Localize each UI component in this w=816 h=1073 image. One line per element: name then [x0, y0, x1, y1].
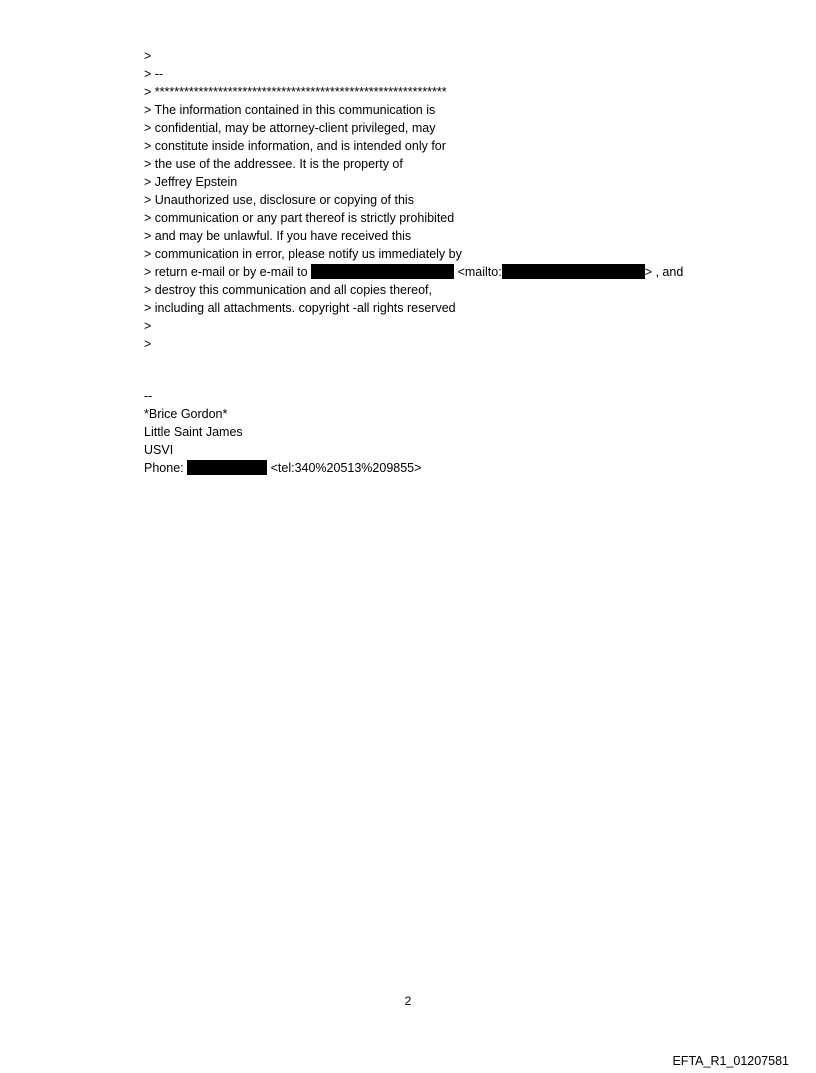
- quote-line: >: [144, 49, 152, 63]
- quote-line: > --: [144, 67, 164, 81]
- quote-line: > communication in error, please notify us immediately by: [144, 247, 462, 261]
- quote-line: > The information contained in this communication is: [144, 103, 436, 117]
- redacted-email-block: [311, 264, 454, 279]
- phone-link[interactable]: <tel:340%20513%209855>: [270, 461, 422, 475]
- return-email-line: [144, 264, 683, 280]
- quote-line: >: [144, 319, 152, 333]
- quote-line: > confidential, may be attorney-client privileged, may: [144, 121, 436, 135]
- quote-line: > including all attachments. copyright -all rights reserved: [144, 301, 456, 315]
- quote-line: > and may be unlawful. If you have received this: [144, 229, 412, 243]
- phone-label: Phone:: [144, 461, 184, 475]
- quote-line: > Jeffrey Epstein: [144, 175, 238, 189]
- signature-phone-line: [144, 460, 421, 476]
- redacted-mailto-block: [502, 264, 645, 279]
- quote-line: > destroy this communication and all copies thereof,: [144, 283, 433, 297]
- quote-line: > constitute inside information, and is intended only for: [144, 139, 446, 153]
- quote-line: > Unauthorized use, disclosure or copying of this: [144, 193, 414, 207]
- signature-location: Little Saint James: [144, 425, 243, 439]
- return-email-prefix: > return e-mail or by e-mail to: [144, 265, 308, 279]
- signature-separator: --: [144, 389, 153, 403]
- redacted-phone-block: [187, 460, 267, 475]
- quote-line: >: [144, 337, 152, 351]
- document-id: EFTA_R1_01207581: [672, 1054, 789, 1068]
- page-number: 2: [404, 994, 412, 1008]
- signature-name: *Brice Gordon*: [144, 407, 228, 421]
- quote-line: > ************************************************************: [144, 85, 447, 99]
- quote-line: > communication or any part thereof is strictly prohibited: [144, 211, 455, 225]
- quote-line: > the use of the addressee. It is the property of: [144, 157, 403, 171]
- signature-region: USVI: [144, 443, 174, 457]
- mailto-prefix: <mailto:: [457, 265, 502, 279]
- return-email-suffix: > , and: [644, 265, 684, 279]
